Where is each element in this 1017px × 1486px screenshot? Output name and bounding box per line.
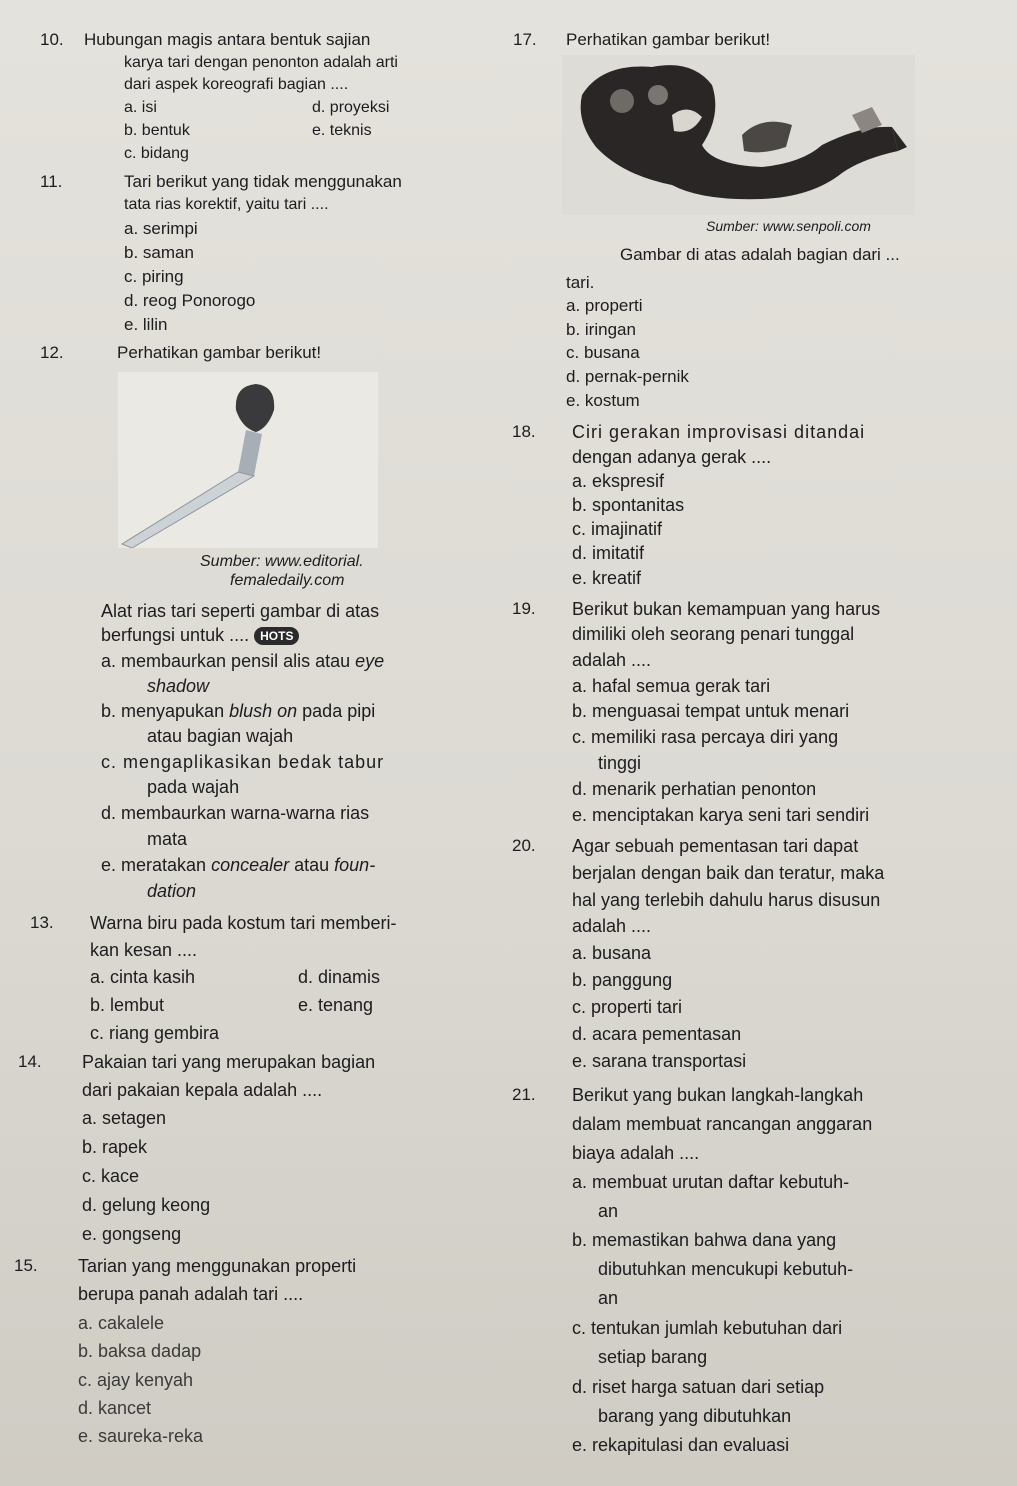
- q20-number: 20.: [512, 836, 536, 855]
- q12-option-d: d. membaurkan warna-warna rias: [101, 803, 370, 823]
- q11-option: d. reog Ponorogo: [124, 291, 256, 310]
- q11-option: e. lilin: [124, 315, 168, 334]
- headdress-icon: [562, 55, 915, 215]
- q17-option: d. pernak-pernik: [566, 367, 689, 386]
- q12-option-a: a. membaurkan pensil alis atau eye: [101, 651, 385, 671]
- q19-option: b. menguasai tempat untuk menari: [572, 701, 850, 721]
- q19-option: a. hafal semua gerak tari: [572, 676, 771, 696]
- q19-line-1: Berikut bukan kemampuan yang harus: [572, 599, 881, 619]
- q12-stem-2: berfungsi untuk .... HOTS: [101, 625, 299, 645]
- q21-line-3: biaya adalah ....: [572, 1143, 700, 1163]
- q11-number: 11.: [40, 172, 63, 191]
- q10-number: 10.: [40, 30, 64, 49]
- q19-option: d. menarik perhatian penonton: [572, 779, 817, 799]
- q14-option: a. setagen: [82, 1108, 167, 1128]
- q21-option: c. tentukan jumlah kebutuhan dari: [572, 1318, 843, 1338]
- q11-line-1: Tari berikut yang tidak menggunakan: [124, 172, 402, 191]
- q19-line-3: adalah ....: [572, 650, 652, 670]
- q14-line-2: dari pakaian kepala adalah ....: [82, 1080, 323, 1100]
- q20-option: d. acara pementasan: [572, 1024, 742, 1044]
- q17-image-source: Sumber: www.senpoli.com: [706, 218, 871, 234]
- q13-option-e: e. tenang: [298, 995, 374, 1015]
- q20-line-4: adalah ....: [572, 916, 652, 936]
- q13-option-a: a. cinta kasih: [90, 967, 196, 987]
- q13-number: 13.: [30, 913, 54, 932]
- q12-stem-1: Alat rias tari seperti gambar di atas: [101, 601, 380, 621]
- q17-option: c. busana: [566, 343, 640, 362]
- q18-line-2: dengan adanya gerak ....: [572, 447, 772, 467]
- q10-option-a: a. isi: [124, 99, 157, 116]
- q21-option-cont: dibutuhkan mencukupi kebutuh-: [598, 1259, 854, 1279]
- q21-option-cont: an: [598, 1201, 619, 1221]
- q18-line-1: Ciri gerakan improvisasi ditandai: [572, 422, 866, 442]
- q17-option: e. kostum: [566, 391, 640, 410]
- q21-option-cont: barang yang dibutuhkan: [598, 1406, 792, 1426]
- q15-number: 15.: [14, 1256, 38, 1275]
- q10-line-2: karya tari dengan penonton adalah arti: [124, 54, 398, 71]
- q20-option: e. sarana transportasi: [572, 1051, 747, 1071]
- q17-option: b. iringan: [566, 320, 636, 339]
- q20-option: a. busana: [572, 943, 652, 963]
- q15-option: e. saureka-reka: [78, 1426, 204, 1446]
- q20-line-2: berjalan dengan baik dan teratur, maka: [572, 863, 885, 883]
- q18-option: d. imitatif: [572, 543, 645, 563]
- q14-option: e. gongseng: [82, 1224, 182, 1244]
- q10-option-b: b. bentuk: [124, 122, 190, 139]
- q10-option-c: c. bidang: [124, 145, 189, 162]
- q15-option: b. baksa dadap: [78, 1341, 202, 1361]
- q10-line-1: Hubungan magis antara bentuk sajian: [84, 30, 371, 49]
- q15-line-1: Tarian yang menggunakan properti: [78, 1256, 357, 1276]
- q13-line-1: Warna biru pada kostum tari memberi-: [90, 913, 397, 933]
- q21-line-1: Berikut yang bukan langkah-langkah: [572, 1085, 864, 1105]
- q12-option-c-cont: pada wajah: [147, 777, 240, 797]
- q10-option-d: d. proyeksi: [312, 99, 390, 116]
- q15-option: d. kancet: [78, 1398, 152, 1418]
- q18-option: e. kreatif: [572, 568, 642, 588]
- q15-option: c. ajay kenyah: [78, 1370, 194, 1390]
- q18-number: 18.: [512, 422, 536, 441]
- q13-line-2: kan kesan ....: [90, 940, 198, 960]
- q19-option: e. menciptakan karya seni tari sendiri: [572, 805, 870, 825]
- q18-option: c. imajinatif: [572, 519, 663, 539]
- q17-instruction: Perhatikan gambar berikut!: [566, 30, 771, 49]
- q12-option-d-cont: mata: [147, 829, 188, 849]
- q21-option-cont: an: [598, 1288, 619, 1308]
- q19-number: 19.: [512, 599, 536, 618]
- q11-option: c. piring: [124, 267, 184, 286]
- q12-option-c: c. mengaplikasikan bedak tabur: [101, 752, 385, 772]
- makeup-brush-icon: [118, 372, 378, 548]
- q12-image-source-2: femaledaily.com: [230, 572, 345, 589]
- q13-option-c: c. riang gembira: [90, 1023, 220, 1043]
- q18-option: a. ekspresif: [572, 471, 665, 491]
- q21-option: e. rekapitulasi dan evaluasi: [572, 1435, 790, 1455]
- q12-option-a-cont: shadow: [147, 676, 210, 696]
- hots-badge: HOTS: [254, 627, 299, 645]
- q12-option-e-cont: dation: [147, 881, 197, 901]
- q13-option-b: b. lembut: [90, 995, 165, 1015]
- q17-option: a. properti: [566, 296, 643, 315]
- q20-option: c. properti tari: [572, 997, 683, 1017]
- q15-option: a. cakalele: [78, 1313, 165, 1333]
- q14-number: 14.: [18, 1052, 42, 1071]
- q20-line-3: hal yang terlebih dahulu harus disusun: [572, 890, 881, 910]
- q13-option-d: d. dinamis: [298, 967, 381, 987]
- q11-option: b. saman: [124, 243, 194, 262]
- q12-option-e: e. meratakan concealer atau foun-: [101, 855, 376, 875]
- q20-option: b. panggung: [572, 970, 673, 990]
- costume-image: [562, 55, 915, 215]
- q21-option: d. riset harga satuan dari setiap: [572, 1377, 825, 1397]
- q21-option-cont: setiap barang: [598, 1347, 708, 1367]
- q19-option: c. memiliki rasa percaya diri yang: [572, 727, 839, 747]
- q14-line-1: Pakaian tari yang merupakan bagian: [82, 1052, 376, 1072]
- q12-option-b: b. menyapukan blush on pada pipi: [101, 701, 376, 721]
- q21-line-2: dalam membuat rancangan anggaran: [572, 1114, 873, 1134]
- makeup-brush-image: [118, 372, 378, 548]
- q10-option-e: e. teknis: [312, 122, 372, 139]
- q21-option: b. memastikan bahwa dana yang: [572, 1230, 837, 1250]
- q14-option: d. gelung keong: [82, 1195, 211, 1215]
- q18-option: b. spontanitas: [572, 495, 685, 515]
- q11-line-2: tata rias korektif, yaitu tari ....: [124, 196, 329, 213]
- q12-option-b-cont: atau bagian wajah: [147, 726, 294, 746]
- q10-line-3: dari aspek koreografi bagian ....: [124, 76, 349, 93]
- q17-stem-2: tari.: [566, 273, 595, 292]
- q14-option: c. kace: [82, 1166, 140, 1186]
- q19-line-2: dimiliki oleh seorang penari tunggal: [572, 624, 855, 644]
- q21-option: a. membuat urutan daftar kebutuh-: [572, 1172, 850, 1192]
- q17-stem-1: Gambar di atas adalah bagian dari ...: [620, 245, 900, 264]
- q12-number: 12.: [40, 343, 64, 362]
- q12-instruction: Perhatikan gambar berikut!: [117, 343, 322, 362]
- q19-option-cont: tinggi: [598, 753, 642, 773]
- q21-number: 21.: [512, 1085, 536, 1104]
- q15-line-2: berupa panah adalah tari ....: [78, 1284, 304, 1304]
- q12-image-source-1: Sumber: www.editorial.: [200, 553, 364, 570]
- q14-option: b. rapek: [82, 1137, 148, 1157]
- q11-option: a. serimpi: [124, 219, 198, 238]
- q20-line-1: Agar sebuah pementasan tari dapat: [572, 836, 859, 856]
- q17-number: 17.: [513, 30, 537, 49]
